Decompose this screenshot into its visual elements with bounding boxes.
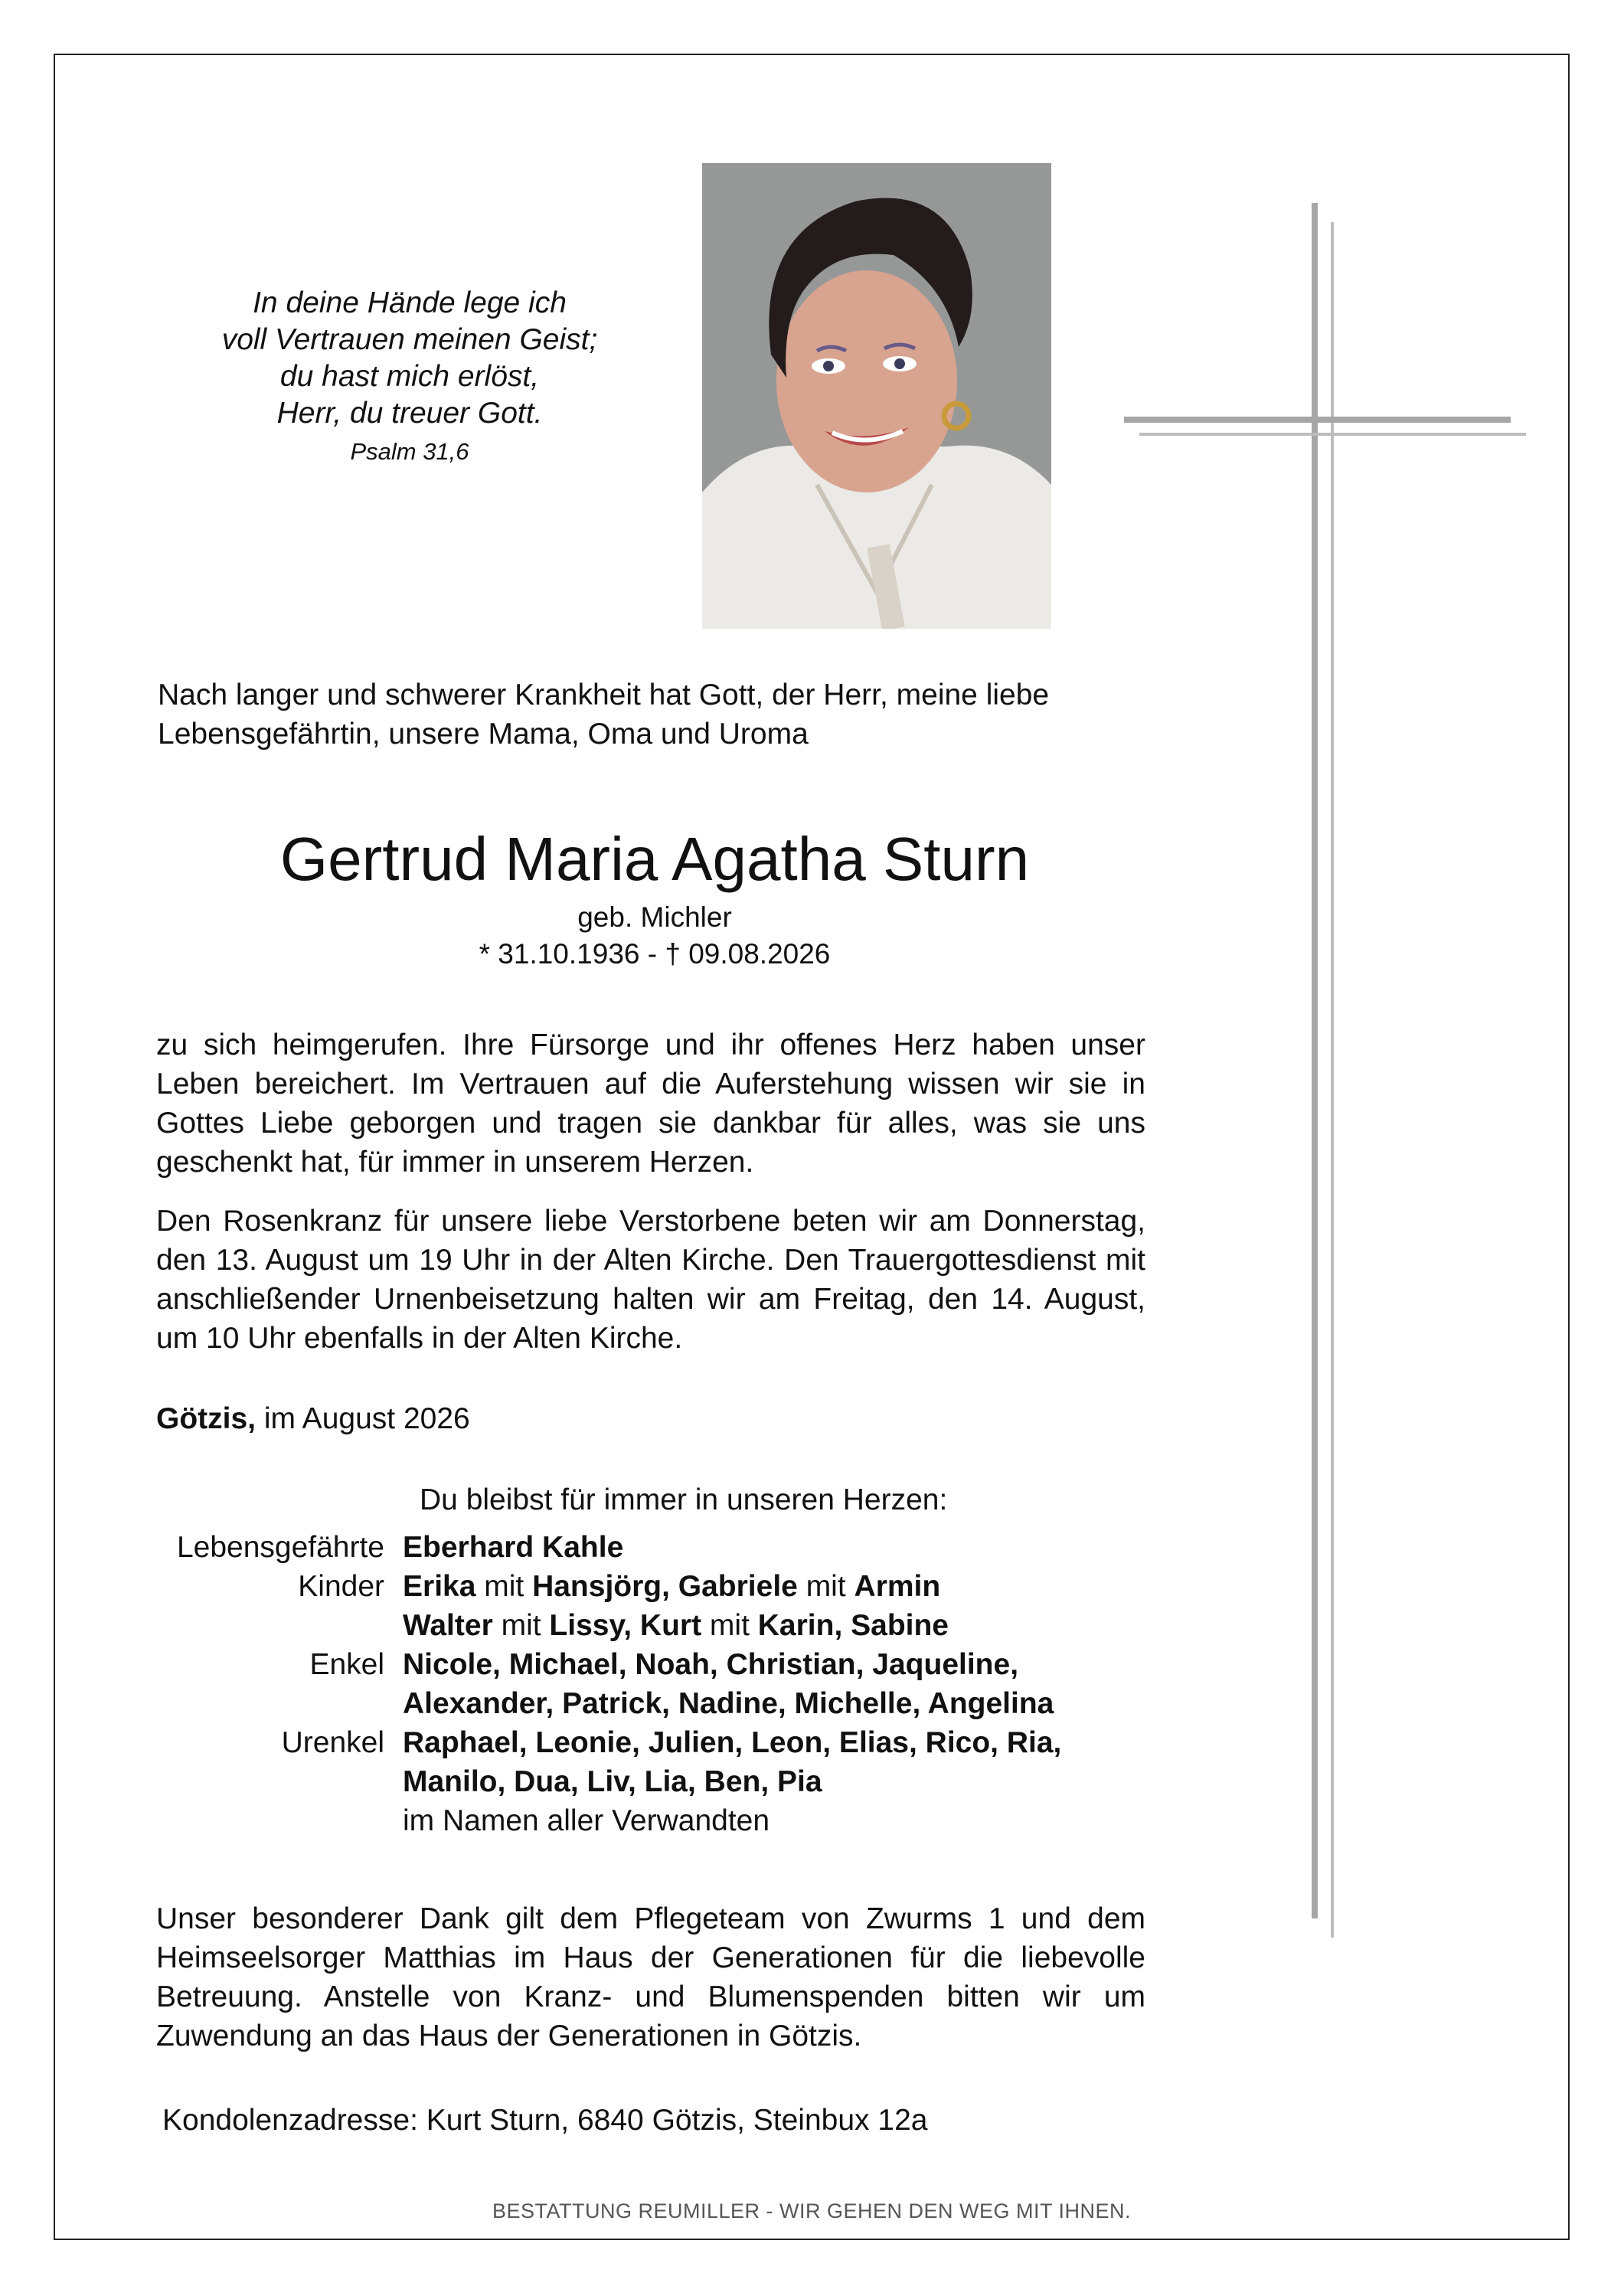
mourner-row-great-grandchildren	[107, 1723, 1179, 1762]
relation-label: Enkel	[309, 1648, 384, 1681]
portrait-photo	[702, 163, 1051, 629]
verse-reference: Psalm 31,6	[350, 438, 469, 465]
bible-verse	[153, 285, 666, 469]
relation-label: Lebensgefährte	[176, 1531, 384, 1564]
deceased-name: Gertrud Maria Agatha Sturn	[279, 825, 1030, 893]
paragraph-services: Den Rosenkranz für unsere liebe Verstorbene beten wir am Donnerstag, den 13. August um 19 Uhr in der Alten Kirche. Den Trauergottesdienst mit anschließender Urnenbeisetzung halten wir am Freitag, den 14. August, um 10 Uhr ebenfalls in der Alten Kirche.	[156, 1205, 1145, 1355]
mourner-names: Walter mit Lissy, Kurt mit Karin, Sabine	[403, 1609, 949, 1642]
mourner-names: Nicole, Michael, Noah, Christian, Jaqueline,	[403, 1648, 1019, 1681]
mourner-names: Manilo, Dua, Liv, Lia, Ben, Pia	[403, 1765, 822, 1798]
mourners-list	[107, 1528, 1179, 1840]
life-dates: * 31.10.1936 - † 09.08.2026	[479, 938, 831, 970]
birth-name: geb. Michler	[577, 901, 732, 933]
place: Götzis,	[156, 1402, 257, 1435]
date: im August 2026	[256, 1402, 470, 1435]
mourner-row-partner	[107, 1528, 1179, 1567]
paragraph-thanks: Unser besonderer Dank gilt dem Pflegeteam von Zwurms 1 und dem Heimseelsorger Matthias im Haus der Generationen für die liebevolle Betreuung. Anstelle von Kranz- und Blumenspenden bitten wir um Zuwendung an das Haus der Generationen in Götzis.	[156, 1902, 1145, 2052]
verse-line: du hast mich erlöst,	[279, 360, 540, 393]
mourner-row-grandchildren-cont	[107, 1684, 1179, 1723]
mourner-names: Alexander, Patrick, Nadine, Michelle, Angelina	[403, 1687, 1054, 1720]
mourner-names: Eberhard Kahle	[403, 1531, 624, 1564]
mourner-row-relatives	[107, 1801, 1179, 1840]
mourners-heading: Du bleibst für immer in unseren Herzen:	[420, 1483, 948, 1516]
mourner-row-children	[107, 1567, 1179, 1606]
paragraph-remembrance: zu sich heimgerufen. Ihre Fürsorge und ihr offenes Herz haben unser Leben bereichert. Im Vertrauen auf die Auferstehung wissen wir sie in Gottes Liebe geborgen und tragen sie dankbar für alles, was sie uns geschenkt hat, für immer in unserem Herzen.	[156, 1029, 1145, 1179]
mourner-row-great-grandchildren-cont	[107, 1762, 1179, 1801]
mourner-names: Raphael, Leonie, Julien, Leon, Elias, Rico, Ria,	[403, 1726, 1062, 1759]
cross-vertical-shadow	[1331, 222, 1334, 1938]
condolence-address: Kondolenzadresse: Kurt Sturn, 6840 Götzis, Steinbux 12a	[162, 2104, 928, 2137]
relatives-note: im Namen aller Verwandten	[403, 1804, 770, 1837]
verse-line: Herr, du treuer Gott.	[276, 397, 543, 430]
relation-label: Kinder	[298, 1570, 384, 1603]
cross-horizontal-shadow	[1139, 433, 1526, 436]
mourner-names: Erika mit Hansjörg, Gabriele mit Armin	[403, 1570, 941, 1603]
intro-text	[158, 675, 1153, 754]
verse-line: voll Vertrauen meinen Geist;	[221, 323, 598, 356]
mourner-row-grandchildren	[107, 1645, 1179, 1684]
footer-funeral-home: BESTATTUNG REUMILLER - WIR GEHEN DEN WEG MIT IHNEN.	[492, 2200, 1132, 2222]
intro-line: Nach langer und schwerer Krankheit hat Gott, der Herr, meine liebe	[158, 679, 1050, 711]
relation-label: Urenkel	[281, 1726, 384, 1759]
cross-horizontal-bar	[1124, 417, 1511, 423]
deceased-details	[153, 899, 1156, 973]
verse-line: In deine Hände lege ich	[253, 286, 567, 319]
intro-line: Lebensgefährtin, unsere Mama, Oma und Uroma	[158, 718, 809, 751]
cross-vertical-bar	[1312, 203, 1318, 1918]
mourner-row-children-cont	[107, 1606, 1179, 1645]
place-date	[156, 1399, 769, 1438]
portrait-illustration	[702, 163, 1051, 629]
